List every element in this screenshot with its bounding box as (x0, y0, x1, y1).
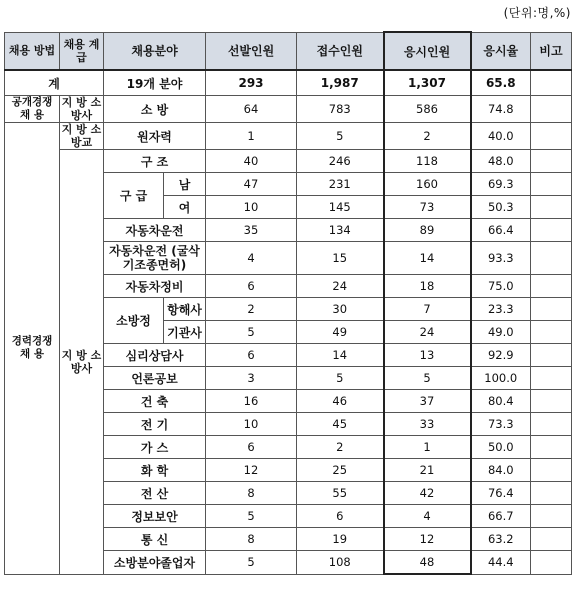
selected-cell: 5 (206, 321, 297, 344)
header-rate: 응시율 (471, 32, 531, 70)
rate-cell: 49.0 (471, 321, 531, 344)
tested-cell: 37 (384, 390, 471, 413)
tested-cell: 73 (384, 196, 471, 219)
applied-cell: 108 (297, 551, 384, 575)
tested-cell: 21 (384, 459, 471, 482)
field-cell: 통 신 (104, 528, 206, 551)
header-level: 채용 계급 (60, 32, 104, 70)
note-cell (531, 242, 572, 275)
rate-cell: 48.0 (471, 150, 531, 173)
note-cell (531, 96, 572, 123)
rate-cell: 92.9 (471, 344, 531, 367)
header-applied: 접수인원 (297, 32, 384, 70)
header-note: 비고 (531, 32, 572, 70)
applied-cell: 231 (297, 173, 384, 196)
field-cell: 원자력 (104, 123, 206, 150)
total-row (5, 70, 572, 96)
table-row (5, 96, 572, 123)
selected-cell: 16 (206, 390, 297, 413)
field-cell: 자동차정비 (104, 275, 206, 298)
method-open: 공개경쟁 채 용 (5, 96, 60, 123)
selected-cell: 5 (206, 505, 297, 528)
selected-cell: 4 (206, 242, 297, 275)
header-field: 채용분야 (104, 32, 206, 70)
field-cell: 여 (164, 196, 206, 219)
rate-cell: 66.7 (471, 505, 531, 528)
tested-cell: 118 (384, 150, 471, 173)
selected-cell: 6 (206, 436, 297, 459)
tested-cell: 5 (384, 367, 471, 390)
total-note (531, 70, 572, 96)
note-cell (531, 123, 572, 150)
rate-cell: 76.4 (471, 482, 531, 505)
rate-cell: 23.3 (471, 298, 531, 321)
applied-cell: 2 (297, 436, 384, 459)
tested-cell: 33 (384, 413, 471, 436)
tested-cell: 89 (384, 219, 471, 242)
field-cell: 정보보안 (104, 505, 206, 528)
applied-cell: 55 (297, 482, 384, 505)
note-cell (531, 528, 572, 551)
note-cell (531, 390, 572, 413)
field-cell: 가 스 (104, 436, 206, 459)
selected-cell: 35 (206, 219, 297, 242)
field-cell: 기관사 (164, 321, 206, 344)
total-label: 계 (5, 70, 104, 96)
note-cell (531, 551, 572, 575)
tested-cell: 586 (384, 96, 471, 123)
header-tested: 응시인원 (384, 32, 471, 70)
table-row (5, 150, 572, 173)
applied-cell: 246 (297, 150, 384, 173)
selected-cell: 6 (206, 344, 297, 367)
field-cell: 화 학 (104, 459, 206, 482)
selected-cell: 2 (206, 298, 297, 321)
field-cell: 심리상담사 (104, 344, 206, 367)
selected-cell: 3 (206, 367, 297, 390)
field-cell: 언론공보 (104, 367, 206, 390)
note-cell (531, 173, 572, 196)
rate-cell: 66.4 (471, 219, 531, 242)
note-cell (531, 344, 572, 367)
applied-cell: 134 (297, 219, 384, 242)
total-field: 19개 분야 (104, 70, 206, 96)
selected-cell: 8 (206, 482, 297, 505)
selected-cell: 64 (206, 96, 297, 123)
tested-cell: 7 (384, 298, 471, 321)
selected-cell: 6 (206, 275, 297, 298)
applied-cell: 24 (297, 275, 384, 298)
table-row (5, 123, 572, 150)
field-cell: 전 기 (104, 413, 206, 436)
total-applied: 1,987 (297, 70, 384, 96)
note-cell (531, 219, 572, 242)
field-cell: 자동차운전 (굴삭기조종면허) (104, 242, 206, 275)
note-cell (531, 196, 572, 219)
tested-cell: 13 (384, 344, 471, 367)
applied-cell: 15 (297, 242, 384, 275)
note-cell (531, 413, 572, 436)
tested-cell: 4 (384, 505, 471, 528)
field-cell: 소 방 (104, 96, 206, 123)
rate-cell: 80.4 (471, 390, 531, 413)
rate-cell: 74.8 (471, 96, 531, 123)
header-method: 채용 방법 (5, 32, 60, 70)
header-row (5, 32, 572, 70)
rate-cell: 100.0 (471, 367, 531, 390)
applied-cell: 5 (297, 367, 384, 390)
rate-cell: 44.4 (471, 551, 531, 575)
rate-cell: 73.3 (471, 413, 531, 436)
applied-cell: 5 (297, 123, 384, 150)
applied-cell: 145 (297, 196, 384, 219)
applied-cell: 19 (297, 528, 384, 551)
note-cell (531, 436, 572, 459)
tested-cell: 14 (384, 242, 471, 275)
tested-cell: 1 (384, 436, 471, 459)
rate-cell: 63.2 (471, 528, 531, 551)
selected-cell: 12 (206, 459, 297, 482)
note-cell (531, 150, 572, 173)
field-cell: 항해사 (164, 298, 206, 321)
total-tested: 1,307 (384, 70, 471, 96)
rate-cell: 84.0 (471, 459, 531, 482)
total-rate: 65.8 (471, 70, 531, 96)
tested-cell: 24 (384, 321, 471, 344)
tested-cell: 42 (384, 482, 471, 505)
rate-cell: 69.3 (471, 173, 531, 196)
tested-cell: 18 (384, 275, 471, 298)
note-cell (531, 275, 572, 298)
level-sobanggyo: 지 방 소방교 (60, 123, 104, 150)
field-cell: 건 축 (104, 390, 206, 413)
tested-cell: 48 (384, 551, 471, 575)
tested-cell: 12 (384, 528, 471, 551)
note-cell (531, 459, 572, 482)
method-career: 경력경쟁 채 용 (5, 123, 60, 575)
applied-cell: 783 (297, 96, 384, 123)
rate-cell: 93.3 (471, 242, 531, 275)
applied-cell: 6 (297, 505, 384, 528)
group-gugeup: 구 급 (104, 173, 164, 219)
group-sobangjeong: 소방정 (104, 298, 164, 344)
field-cell: 남 (164, 173, 206, 196)
selected-cell: 8 (206, 528, 297, 551)
total-selected: 293 (206, 70, 297, 96)
selected-cell: 10 (206, 413, 297, 436)
field-cell: 자동차운전 (104, 219, 206, 242)
applied-cell: 30 (297, 298, 384, 321)
selected-cell: 10 (206, 196, 297, 219)
selected-cell: 5 (206, 551, 297, 575)
note-cell (531, 298, 572, 321)
applied-cell: 46 (297, 390, 384, 413)
rate-cell: 75.0 (471, 275, 531, 298)
tested-cell: 2 (384, 123, 471, 150)
note-cell (531, 321, 572, 344)
field-cell: 구 조 (104, 150, 206, 173)
header-selected: 선발인원 (206, 32, 297, 70)
selected-cell: 40 (206, 150, 297, 173)
note-cell (531, 482, 572, 505)
level-sobangsa-career: 지 방 소방사 (60, 150, 104, 575)
applied-cell: 25 (297, 459, 384, 482)
selected-cell: 1 (206, 123, 297, 150)
level-sobangsa-open: 지 방 소방사 (60, 96, 104, 123)
rate-cell: 50.3 (471, 196, 531, 219)
note-cell (531, 505, 572, 528)
applied-cell: 45 (297, 413, 384, 436)
rate-cell: 40.0 (471, 123, 531, 150)
field-cell: 전 산 (104, 482, 206, 505)
recruitment-table (4, 31, 571, 586)
applied-cell: 49 (297, 321, 384, 344)
applied-cell: 14 (297, 344, 384, 367)
selected-cell: 47 (206, 173, 297, 196)
field-cell: 소방분야졸업자 (104, 551, 206, 575)
tested-cell: 160 (384, 173, 471, 196)
note-cell (531, 367, 572, 390)
unit-label: (단위:명,%) (503, 6, 571, 20)
rate-cell: 50.0 (471, 436, 531, 459)
